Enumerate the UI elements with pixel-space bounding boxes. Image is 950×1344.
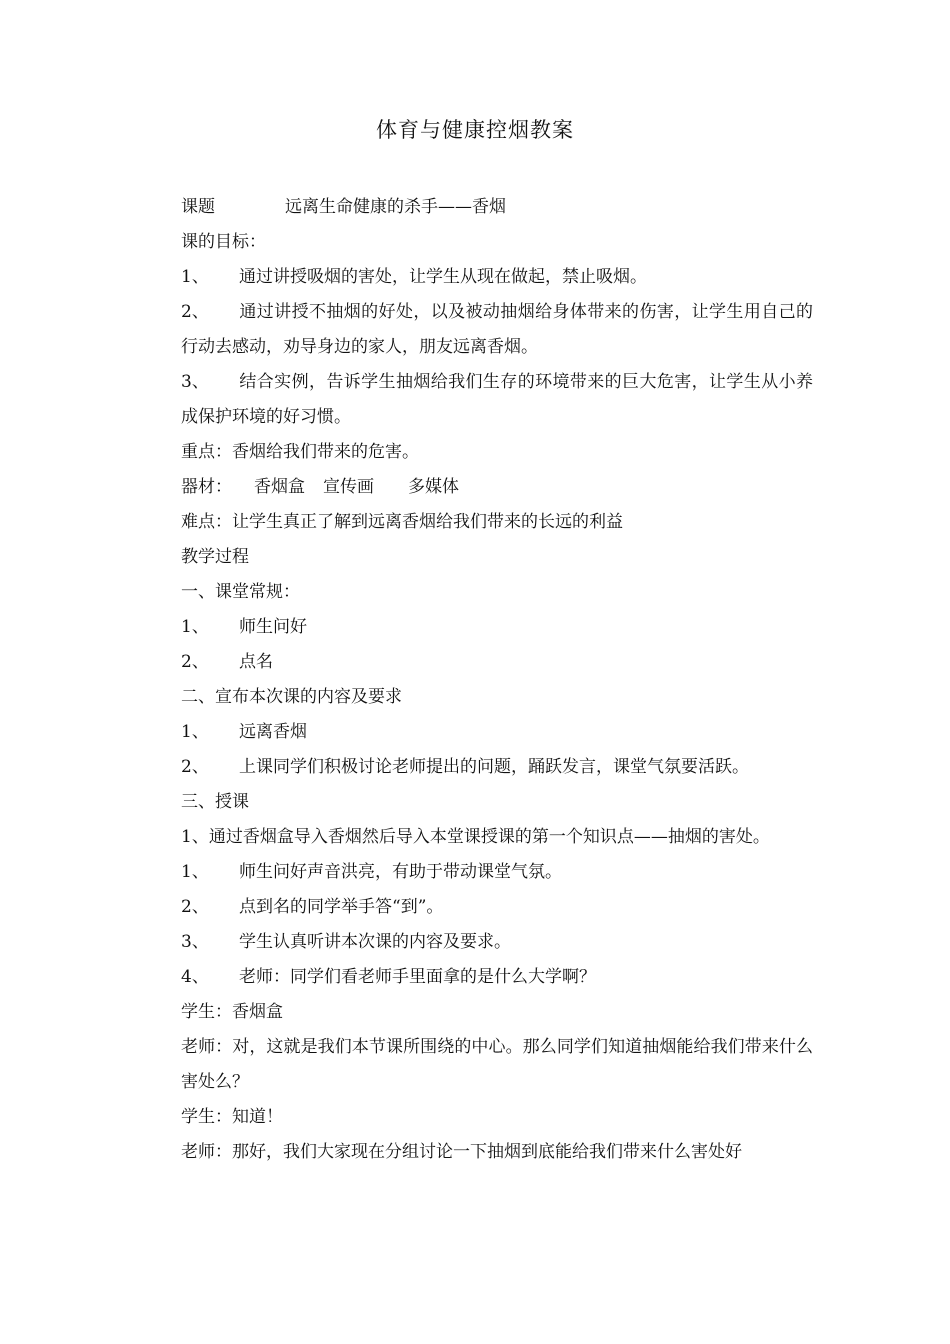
key-point: 重点：香烟给我们带来的危害。 bbox=[181, 442, 419, 462]
dialogue-line: 老师：那好，我们大家现在分组讨论一下抽烟到底能给我们带来什么害处好 bbox=[181, 1142, 742, 1162]
equipment-item: 多媒体 bbox=[408, 477, 459, 497]
item-text: 上课同学们积极讨论老师提出的问题，踊跃发言，课堂气氛要活跃。 bbox=[239, 757, 749, 777]
goal-text: 结合实例，告诉学生抽烟给我们生存的环境带来的巨大危害，让学生从小养成保护环境的好习惯。 bbox=[181, 372, 813, 427]
subject-text: 远离生命健康的杀手——香烟 bbox=[285, 197, 506, 217]
item-text: 师生问好声音洪亮，有助于带动课堂气氛。 bbox=[239, 862, 562, 882]
dialogue-line: 学生：香烟盒 bbox=[181, 1002, 283, 1022]
goal-item bbox=[145, 260, 813, 295]
item-number: 1、 bbox=[181, 862, 209, 882]
list-item bbox=[145, 750, 813, 785]
item-number: 2、 bbox=[181, 757, 209, 777]
item-number: 1、 bbox=[181, 617, 209, 637]
section-intro: 1、通过香烟盒导入香烟然后导入本堂课授课的第一个知识点——抽烟的害处。 bbox=[181, 827, 770, 847]
list-item bbox=[145, 855, 813, 890]
goals-heading: 课的目标： bbox=[181, 232, 266, 252]
goal-number: 2、 bbox=[181, 302, 209, 322]
item-number: 2、 bbox=[181, 897, 209, 917]
item-text: 点名 bbox=[239, 652, 273, 672]
list-item bbox=[145, 715, 813, 750]
subject-line bbox=[145, 190, 813, 225]
goal-number: 1、 bbox=[181, 267, 209, 287]
equipment-line bbox=[145, 470, 813, 505]
item-text: 点到名的同学举手答“到”。 bbox=[239, 897, 444, 917]
goal-number: 3、 bbox=[181, 372, 209, 392]
difficulty: 难点：让学生真正了解到远离香烟给我们带来的长远的利益 bbox=[181, 512, 623, 532]
page-title: 体育与健康控烟教案 bbox=[376, 118, 574, 142]
goal-item bbox=[145, 365, 813, 435]
list-item bbox=[145, 645, 813, 680]
equipment-item: 香烟盒 bbox=[254, 477, 305, 497]
section-heading: 二、宣布本次课的内容及要求 bbox=[181, 687, 402, 707]
goal-text: 通过讲授吸烟的害处，让学生从现在做起，禁止吸烟。 bbox=[239, 267, 647, 287]
document-body bbox=[145, 190, 813, 1170]
section-heading: 一、课堂常规： bbox=[181, 582, 300, 602]
subject-label: 课题 bbox=[181, 197, 215, 217]
equipment-label: 器材： bbox=[181, 477, 232, 497]
item-text: 师生问好 bbox=[239, 617, 307, 637]
section-heading: 三、授课 bbox=[181, 792, 249, 812]
item-text: 学生认真听讲本次课的内容及要求。 bbox=[239, 932, 511, 952]
item-text: 老师：同学们看老师手里面拿的是什么大学啊？ bbox=[239, 967, 596, 987]
item-number: 2、 bbox=[181, 652, 209, 672]
item-number: 1、 bbox=[181, 722, 209, 742]
process-heading: 教学过程 bbox=[181, 547, 249, 567]
list-item bbox=[145, 960, 813, 995]
item-text: 远离香烟 bbox=[239, 722, 307, 742]
item-number: 3、 bbox=[181, 932, 209, 952]
dialogue-line: 学生：知道！ bbox=[181, 1107, 283, 1127]
list-item bbox=[145, 925, 813, 960]
item-number: 4、 bbox=[181, 967, 209, 987]
dialogue-line: 老师：对，这就是我们本节课所围绕的中心。那么同学们知道抽烟能给我们带来什么害处么？ bbox=[181, 1037, 813, 1092]
list-item bbox=[145, 610, 813, 645]
equipment-item: 宣传画 bbox=[323, 477, 374, 497]
list-item bbox=[145, 890, 813, 925]
goal-item bbox=[145, 295, 813, 365]
goal-text: 通过讲授不抽烟的好处，以及被动抽烟给身体带来的伤害，让学生用自己的行动去感动，劝导身边的家人，朋友远离香烟。 bbox=[181, 302, 813, 357]
